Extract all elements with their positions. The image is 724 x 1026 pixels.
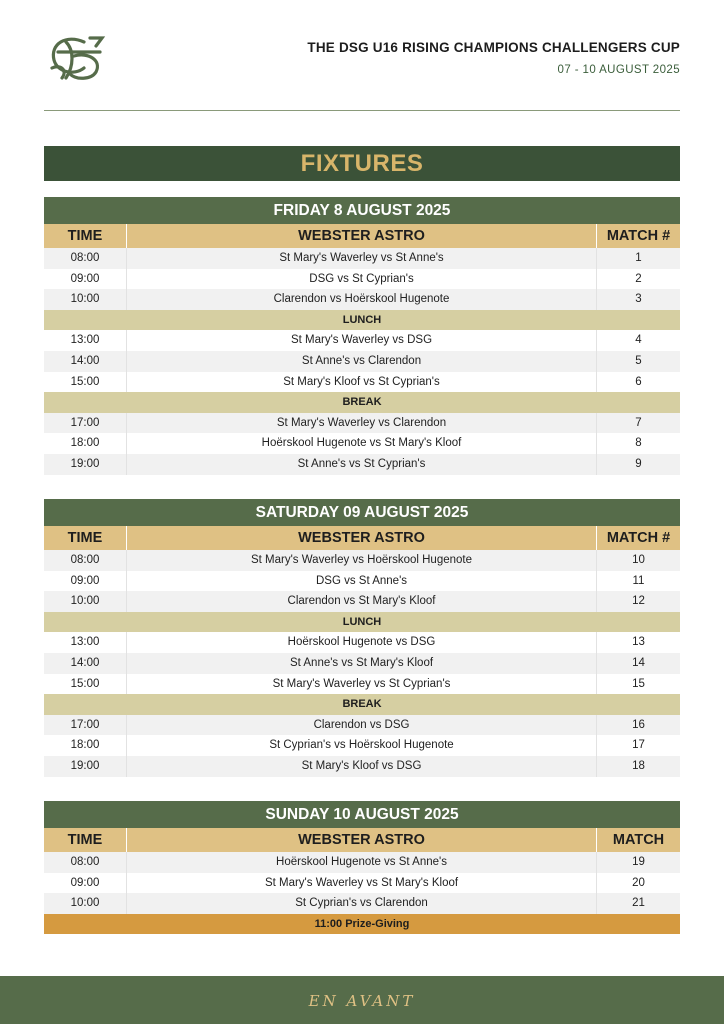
tournament-title: THE DSG U16 RISING CHAMPIONS CHALLENGERS CUP bbox=[307, 40, 680, 55]
row-number: 5 bbox=[596, 351, 680, 372]
table-row bbox=[44, 433, 680, 454]
table-row bbox=[44, 550, 680, 571]
day-title: FRIDAY 8 AUGUST 2025 bbox=[44, 197, 680, 224]
column-header-row bbox=[44, 224, 680, 248]
row-number: 12 bbox=[596, 591, 680, 612]
row-match: Hoërskool Hugenote vs St Mary's Kloof bbox=[261, 437, 462, 450]
row-time: 19:00 bbox=[44, 454, 127, 475]
row-match: St Mary's Kloof vs St Cyprian's bbox=[283, 375, 440, 388]
school-crest-logo bbox=[44, 30, 112, 86]
row-time: 08:00 bbox=[44, 852, 127, 873]
table-row bbox=[44, 571, 680, 592]
table-row bbox=[44, 351, 680, 372]
row-time: 18:00 bbox=[44, 433, 127, 454]
col-match-number: MATCH # bbox=[596, 224, 680, 248]
row-match: St Anne's vs St Mary's Kloof bbox=[289, 656, 434, 669]
prize-giving-row: 11:00 Prize-Giving bbox=[44, 914, 680, 934]
row-number: 3 bbox=[596, 289, 680, 310]
row-time: 19:00 bbox=[44, 756, 127, 777]
table-row bbox=[44, 893, 680, 914]
row-number: 21 bbox=[596, 893, 680, 914]
table-row bbox=[44, 248, 680, 269]
row-number: 1 bbox=[596, 248, 680, 269]
row-number: 13 bbox=[596, 632, 680, 653]
col-match-number: MATCH # bbox=[596, 526, 680, 550]
row-match: DSG vs St Cyprian's bbox=[309, 272, 414, 285]
table-row bbox=[44, 653, 680, 674]
row-number: 18 bbox=[596, 756, 680, 777]
table-row bbox=[44, 372, 680, 393]
row-time: 13:00 bbox=[44, 632, 127, 653]
page-title: FIXTURES bbox=[44, 146, 680, 181]
header-divider bbox=[44, 110, 680, 111]
table-row bbox=[44, 413, 680, 434]
col-venue: WEBSTER ASTRO bbox=[298, 832, 425, 848]
row-time: 08:00 bbox=[44, 550, 127, 571]
row-match: St Mary's Kloof vs DSG bbox=[301, 759, 422, 772]
row-match: St Anne's vs Clarendon bbox=[301, 354, 422, 367]
col-time: TIME bbox=[44, 224, 127, 248]
row-number: 19 bbox=[596, 852, 680, 873]
day-table-friday bbox=[44, 197, 680, 475]
col-match-number: MATCH bbox=[596, 828, 680, 852]
row-number: 10 bbox=[596, 550, 680, 571]
row-time: 14:00 bbox=[44, 653, 127, 674]
row-match: Clarendon vs DSG bbox=[313, 718, 410, 731]
row-time: 10:00 bbox=[44, 893, 127, 914]
break-row: BREAK bbox=[44, 694, 680, 715]
row-match: St Mary's Waverley vs Hoërskool Hugenote bbox=[251, 554, 472, 566]
day-title: SUNDAY 10 AUGUST 2025 bbox=[44, 801, 680, 828]
row-number: 7 bbox=[596, 413, 680, 434]
col-venue: WEBSTER ASTRO bbox=[298, 530, 425, 546]
row-match: DSG vs St Anne's bbox=[315, 574, 408, 587]
row-time: 14:00 bbox=[44, 351, 127, 372]
row-time: 10:00 bbox=[44, 289, 127, 310]
row-number: 9 bbox=[596, 454, 680, 475]
row-number: 20 bbox=[596, 873, 680, 894]
table-row bbox=[44, 873, 680, 894]
day-table-sunday bbox=[44, 801, 680, 934]
row-match: Hoërskool Hugenote vs St Anne's bbox=[276, 856, 447, 868]
row-match: Clarendon vs Hoërskool Hugenote bbox=[273, 293, 450, 306]
column-header-row bbox=[44, 526, 680, 550]
row-time: 18:00 bbox=[44, 735, 127, 756]
table-row bbox=[44, 454, 680, 475]
row-number: 14 bbox=[596, 653, 680, 674]
row-time: 17:00 bbox=[44, 715, 127, 736]
lunch-break-row: LUNCH bbox=[44, 612, 680, 633]
column-header-row bbox=[44, 828, 680, 852]
row-time: 17:00 bbox=[44, 413, 127, 434]
row-number: 11 bbox=[596, 571, 680, 592]
table-row bbox=[44, 674, 680, 695]
col-time: TIME bbox=[44, 828, 127, 852]
break-row: BREAK bbox=[44, 392, 680, 413]
row-time: 09:00 bbox=[44, 571, 127, 592]
tournament-dates: 07 - 10 AUGUST 2025 bbox=[557, 64, 680, 76]
row-number: 4 bbox=[596, 330, 680, 351]
col-time: TIME bbox=[44, 526, 127, 550]
row-number: 15 bbox=[596, 674, 680, 695]
table-row bbox=[44, 715, 680, 736]
row-match: St Mary's Waverley vs St Cyprian's bbox=[272, 677, 451, 690]
row-match: Hoërskool Hugenote vs DSG bbox=[287, 636, 436, 649]
row-match: Clarendon vs St Mary's Kloof bbox=[287, 595, 436, 608]
day-title: SATURDAY 09 AUGUST 2025 bbox=[44, 499, 680, 526]
row-number: 2 bbox=[596, 269, 680, 290]
footer-motto: EN AVANT bbox=[0, 976, 724, 1024]
row-number: 16 bbox=[596, 715, 680, 736]
row-time: 15:00 bbox=[44, 372, 127, 393]
table-row bbox=[44, 632, 680, 653]
row-number: 17 bbox=[596, 735, 680, 756]
table-row bbox=[44, 756, 680, 777]
row-match: St Mary's Waverley vs St Anne's bbox=[279, 252, 444, 264]
col-venue: WEBSTER ASTRO bbox=[298, 228, 425, 244]
table-row bbox=[44, 269, 680, 290]
row-match: St Anne's vs St Cyprian's bbox=[297, 457, 426, 470]
row-match: St Cyprian's vs Hoërskool Hugenote bbox=[269, 739, 454, 752]
row-match: St Cyprian's vs Clarendon bbox=[295, 897, 428, 910]
row-time: 08:00 bbox=[44, 248, 127, 269]
row-number: 8 bbox=[596, 433, 680, 454]
row-time: 13:00 bbox=[44, 330, 127, 351]
row-match: St Mary's Waverley vs Clarendon bbox=[276, 416, 447, 429]
table-row bbox=[44, 591, 680, 612]
table-row bbox=[44, 735, 680, 756]
row-match: St Mary's Waverley vs DSG bbox=[290, 334, 433, 347]
row-time: 09:00 bbox=[44, 269, 127, 290]
row-number: 6 bbox=[596, 372, 680, 393]
row-match: St Mary's Waverley vs St Mary's Kloof bbox=[264, 876, 459, 889]
table-row bbox=[44, 330, 680, 351]
day-table-saturday bbox=[44, 499, 680, 777]
table-row bbox=[44, 289, 680, 310]
row-time: 15:00 bbox=[44, 674, 127, 695]
table-row bbox=[44, 852, 680, 873]
row-time: 10:00 bbox=[44, 591, 127, 612]
lunch-break-row: LUNCH bbox=[44, 310, 680, 331]
row-time: 09:00 bbox=[44, 873, 127, 894]
